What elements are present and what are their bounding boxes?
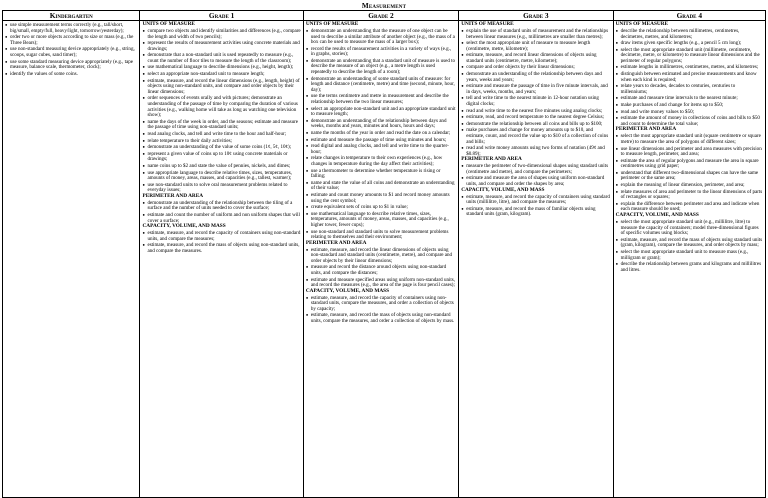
bullet-icon: ● <box>615 145 619 151</box>
outcome-text: demonstrate an understanding that the measure of one object can be used to describe a similar attribute of another object (e.g., the mass of a box can be used to measure the mass of a larger box); <box>310 27 455 46</box>
bullet-icon: ● <box>461 175 464 181</box>
bullet-icon: ● <box>305 130 309 135</box>
bullet-icon: ● <box>305 167 309 173</box>
bullet-icon: ● <box>615 261 619 267</box>
bullet-icon: ● <box>615 46 619 52</box>
outcome-item <box>306 106 456 118</box>
outcome-text: explain the difference between perimeter and area and indicate when each measure should be used; <box>620 200 760 213</box>
outcome-text: estimate and measure specified areas using uniform non-standard units, and record the measures (e.g., the area of the page is four pencil cases); <box>310 276 456 289</box>
outcome-text: estimate, measure, and record the mass of objects using non-standard units, compare the measures, and order a collection of objects by mass. <box>310 312 455 325</box>
outcome-text: select an appropriate non-standard unit to measure length; <box>147 71 265 78</box>
bullet-icon: ● <box>615 115 619 121</box>
outcome-item <box>306 137 456 144</box>
grade-columns <box>2 10 766 498</box>
bullet-icon: ● <box>615 64 619 70</box>
bullet-icon: ● <box>305 27 309 33</box>
outcome-text: demonstrate an understanding of some standard units of measure: for length and distance (centimetre, metre) and time (second, minute, hour, day); <box>310 75 455 93</box>
outcome-text: relate temperature to their daily activities; <box>147 137 232 144</box>
outcome-text: use appropriate language to describe relative times, sizes, temperatures, amounts of money, areas, masses, and capacities (e.g., tallest, warmer); <box>147 169 292 182</box>
outcome-text: use some standard measuring device appropriately (e.g., tape measure, balance scale, thermometer, clock); <box>10 58 134 71</box>
outcome-text: estimate lengths in millimetres, centimetres, metres, and kilometres; <box>620 64 759 71</box>
outcome-text: use non-standard measuring device appropriately (e.g., string, scoops, sugar cubes, sand timer); <box>10 46 135 58</box>
bullet-icon: ● <box>305 276 309 282</box>
bullet-icon: ● <box>615 169 619 175</box>
outcome-text: name the months of the year in order and read the date on a calendar; <box>310 130 451 136</box>
outcome-item <box>142 144 300 151</box>
outcome-text: make purchases and change for money amounts up to $10, and estimate, count, and record the value up to $10 of a collection of coins and bills; <box>466 127 609 145</box>
outcome-text: estimate and measure the passage of time in five minute intervals, and in days, weeks, months, and years; <box>466 83 608 95</box>
bullet-icon: ● <box>615 40 619 46</box>
outcome-item <box>306 229 456 241</box>
outcome-item <box>461 114 610 121</box>
outcome-item <box>616 237 763 249</box>
bullet-icon: ● <box>305 136 309 142</box>
outcome-item <box>306 155 456 167</box>
outcome-text: create equivalent sets of coins up to $1 in value; <box>310 204 408 211</box>
section-title: CAPACITY, VOLUME, AND MASS <box>461 186 545 193</box>
bullet-icon: ● <box>615 182 619 188</box>
bullet-icon: ● <box>461 127 464 133</box>
bullet-icon: ● <box>615 218 619 224</box>
outcome-item <box>5 34 137 46</box>
outcome-item <box>616 71 763 83</box>
bullet-icon: ● <box>615 102 619 108</box>
bullet-icon: ● <box>305 45 309 51</box>
bullet-icon: ● <box>142 131 145 136</box>
bullet-icon: ● <box>305 93 309 99</box>
section-title: CAPACITY, VOLUME, AND MASS <box>142 223 226 230</box>
outcome-text: use mathematical language to describe dimensions (e.g., height, length); <box>147 64 294 71</box>
column-kindergarten <box>3 11 140 497</box>
bullet-icon: ● <box>142 181 145 187</box>
outcome-text: demonstrate an understanding of the relationship between days and weeks, months and years, minutes and hours, hours and days; <box>310 117 447 130</box>
bullet-icon: ● <box>5 58 8 64</box>
outcome-item <box>5 59 137 71</box>
bullet-icon: ● <box>615 200 619 206</box>
outcome-text: demonstrate that a non-standard unit is used repeatedly to measure (e.g., count the number of floor tiles to measure the length of the classroom); <box>147 52 294 64</box>
outcome-item <box>306 28 456 46</box>
column-heading: Grade 4 <box>614 11 765 21</box>
section-title: UNITS OF MEASURE <box>615 21 669 27</box>
outcome-item <box>616 28 763 40</box>
outcome-text: draw items given specific lengths (e.g., a pencil 5 cm long); <box>620 40 742 47</box>
outcome-item <box>461 175 610 187</box>
bullet-icon: ● <box>142 150 145 156</box>
outcome-item <box>5 71 137 78</box>
outcome-text: represent the results of measurement activities using concrete materials and drawings; <box>147 40 300 52</box>
outcome-item <box>616 83 763 95</box>
outcome-text: read and write money amounts using two forms of notation (49¢ and $0.89); <box>466 145 605 157</box>
section-title: UNITS OF MEASURE <box>142 21 195 27</box>
outcome-item <box>616 189 763 201</box>
bullet-icon: ● <box>305 228 309 234</box>
outcome-item <box>306 204 456 211</box>
outcome-text: select the most appropriate standard unit to measure mass (e.g., milligram or gram); <box>620 248 749 261</box>
outcome-item <box>616 40 763 47</box>
bullet-icon: ● <box>305 155 309 161</box>
outcome-text: select an appropriate non-standard unit and an appropriate standard unit to measure length; <box>310 105 456 118</box>
outcome-item <box>306 277 456 289</box>
outcome-item <box>616 146 763 158</box>
bullet-icon: ● <box>142 27 145 33</box>
outcome-text: make purchases of and change for items up to $50; <box>620 102 724 109</box>
outcome-item <box>461 163 610 175</box>
bullet-icon: ● <box>305 294 309 300</box>
outcome-item <box>616 170 763 182</box>
outcome-text: record the results of measurement activities in a variety of ways (e.g., in graphs, stories); <box>310 45 452 58</box>
bullet-icon: ● <box>615 83 619 89</box>
outcome-text: identify the values of some coins. <box>10 70 78 77</box>
bullet-icon: ● <box>5 22 8 27</box>
outcome-text: read and write money values to $50; <box>620 108 695 115</box>
bullet-icon: ● <box>142 212 145 218</box>
outcome-item <box>142 151 300 163</box>
section-title: PERIMETER AND AREA <box>461 156 522 163</box>
bullet-icon: ● <box>142 137 145 143</box>
outcome-item <box>306 192 456 204</box>
outcome-item <box>306 58 456 76</box>
outcome-text: read analog clocks, and tell and write time to the hour and half-hour; <box>147 131 287 137</box>
outcome-text: estimate, measure, and record linear dimensions of objects using standard units (centimetre, metre, kilometre); <box>466 52 597 64</box>
outcome-item <box>616 158 763 170</box>
outcome-text: use simple measurement terms correctly (e.g., tall/short, big/small, empty/full, heavy/light, tomorrow/yesterday); <box>10 22 124 34</box>
outcome-text: explain the meaning of linear dimension, perimeter, and area; <box>620 182 745 189</box>
bullet-icon: ● <box>142 40 145 46</box>
bullet-icon: ● <box>615 133 619 139</box>
outcome-item <box>142 64 300 71</box>
outcome-item <box>616 64 763 71</box>
outcome-item <box>616 133 763 145</box>
bullet-icon: ● <box>142 199 145 205</box>
outcome-item <box>616 219 763 237</box>
bullet-icon: ● <box>305 312 309 318</box>
bullet-icon: ● <box>461 205 464 211</box>
column-body <box>3 21 139 77</box>
bullet-icon: ● <box>305 117 309 123</box>
outcome-text: order sequences of events orally and with pictures; demonstrate an understanding of the passage of time by comparing the duration of various activities (e.g., walking home will take as long as watching one television show); <box>147 95 298 119</box>
outcome-item <box>461 127 610 145</box>
outcome-item <box>616 261 763 273</box>
outcome-text: use non-standard and standard units to solve measurement problems relating to themselves and their environment; <box>310 228 449 241</box>
curriculum-sheet <box>2 2 766 498</box>
outcome-text: read and write time to the nearest five minutes using analog clocks; <box>466 107 603 114</box>
column-grade-3 <box>459 11 613 497</box>
section-title: PERIMETER AND AREA <box>615 126 677 133</box>
outcome-item <box>306 46 456 58</box>
outcome-text: represent a given value of coins up to 10¢ using concrete materials or drawings; <box>147 150 288 163</box>
section-title: UNITS OF MEASURE <box>305 21 359 27</box>
bullet-icon: ● <box>142 242 145 248</box>
bullet-icon: ● <box>305 246 309 252</box>
outcome-item <box>142 95 300 118</box>
bullet-icon: ● <box>142 64 145 70</box>
outcome-item <box>142 200 300 212</box>
bullet-icon: ● <box>305 264 309 270</box>
bullet-icon: ● <box>305 75 309 81</box>
bullet-icon: ● <box>461 163 464 169</box>
outcome-text: estimate the area of regular polygons and measure the area in square centimetres using grid paper; <box>620 157 759 170</box>
column-heading: Grade 2 <box>304 11 458 21</box>
bullet-icon: ● <box>142 77 145 83</box>
outcome-text: demonstrate an understanding that a standard unit of measure is used to describe the measure of an object (e.g., a metre length is used repeatedly to describe the length of a room); <box>310 57 456 76</box>
bullet-icon: ● <box>615 157 619 163</box>
outcome-item <box>5 46 137 58</box>
bullet-icon: ● <box>142 118 145 124</box>
bullet-icon: ● <box>5 34 8 40</box>
outcome-item <box>461 95 610 107</box>
document-title: Measurement <box>361 2 407 10</box>
bullet-icon: ● <box>5 70 8 76</box>
outcome-text: demonstrate the relationship between all coins and bills up to $100; <box>466 120 603 127</box>
bullet-icon: ● <box>615 236 619 242</box>
outcome-text: measure the perimeter of two-dimensional shapes using standard units (centimetre and metre), and compare the perimeters; <box>466 163 609 175</box>
outcome-item <box>306 93 456 105</box>
bullet-icon: ● <box>461 120 464 126</box>
outcome-text: estimate and count the number of uniform and non uniform shapes that will cover a surface; <box>147 212 300 224</box>
bullet-icon: ● <box>142 144 145 150</box>
outcome-text: relate changes in temperature to their own experiences (e.g., how changes in temperature during the day affect their activities); <box>310 155 443 167</box>
outcome-text: use linear dimensions and perimeter and area measures with precision to measure length, perimeter, and area; <box>620 145 762 158</box>
bullet-icon: ● <box>305 210 309 216</box>
bullet-icon: ● <box>615 27 619 33</box>
bullet-icon: ● <box>461 83 464 89</box>
outcome-item <box>306 264 456 276</box>
outcome-text: demonstrate an understanding of the value of some coins (1¢, 5¢, 10¢); <box>147 144 292 151</box>
outcome-text: relate years to decades, decades to centuries, centuries to millenniums; <box>620 83 736 95</box>
outcome-text: estimate, measure, and record the mass of objects using standard units (gram, kilogram), compare the measures, and order objects by mass; <box>620 236 763 249</box>
outcome-item <box>142 170 300 182</box>
outcome-item <box>461 194 610 206</box>
bullet-icon: ● <box>461 27 464 33</box>
outcome-item <box>142 28 300 40</box>
outcome-text: select the most appropriate standard unit (e.g., millilitre, litre) to measure the capacity of containers; model three-dimensional figures of specific volumes using blocks; <box>620 218 759 237</box>
outcome-text: use a thermometer to determine whether temperature is rising or falling; <box>310 167 441 180</box>
bullet-icon: ● <box>142 52 145 58</box>
outcome-text: estimate, measure, and record the linear dimensions (e.g., length, height) of objects using non-standard units, and compare and order objects by their linear dimensions; <box>147 77 300 95</box>
bullet-icon: ● <box>305 57 309 63</box>
bullet-icon: ● <box>615 71 619 77</box>
outcome-text: explain the use of standard units of measurement and the relationships between linear measures (e.g., millimetres are smaller than metres); <box>466 27 609 40</box>
outcome-text: describe the relationship between millimetres, centimetres, decimetres, metres, and kilometres; <box>620 27 740 40</box>
column-heading: Grade 3 <box>459 11 612 21</box>
outcome-text: relate measures of area and perimeter to the linear dimensions of parts of rectangles or squares; <box>620 188 763 201</box>
column-body <box>614 21 765 273</box>
outcome-text: estimate, measure, and record the capacity of containers using non-standard units, and compare the measures; <box>147 230 301 242</box>
outcome-item <box>142 131 300 138</box>
column-heading: Grade 1 <box>140 11 302 21</box>
bullet-icon: ● <box>615 108 619 114</box>
outcome-text: read digital and analog clocks, and tell and write time to the quarter-hour; <box>310 143 449 155</box>
outcome-text: estimate, read, and record temperature to the nearest degree Celsius; <box>466 114 604 121</box>
column-body <box>140 21 302 255</box>
outcome-text: select the most appropriate standard unit (square centimetre or square metre) to measure the area of polygons of different sizes; <box>620 133 761 145</box>
bullet-icon: ● <box>461 64 464 70</box>
bullet-icon: ● <box>142 95 145 101</box>
outcome-item <box>306 211 456 229</box>
bullet-icon: ● <box>305 204 309 210</box>
bullet-icon: ● <box>305 143 309 149</box>
bullet-icon: ● <box>5 46 8 52</box>
outcome-text: order two or more objects according to size or mass (e.g., the Three Bears); <box>10 34 134 46</box>
outcome-item <box>5 22 137 34</box>
bullet-icon: ● <box>305 191 309 197</box>
outcome-text: estimate, measure, and record the capacity of containers using standard units (millilitre, litre), and compare the measures; <box>466 193 610 206</box>
outcome-text: estimate and count money amounts to $1 and record money amounts using the cent symbol; <box>310 191 450 204</box>
outcome-text: use non-standard units to solve oral measurement problems related to everyday issues; <box>147 181 288 194</box>
bullet-icon: ● <box>461 40 464 46</box>
column-body <box>304 21 458 325</box>
outcome-item <box>461 28 610 40</box>
outcome-text: estimate and measure the passage of time using minutes and hours; <box>310 136 447 143</box>
bullet-icon: ● <box>615 248 619 254</box>
outcome-item <box>142 52 300 64</box>
outcome-item <box>306 247 456 265</box>
outcome-item <box>306 295 456 313</box>
outcome-item <box>142 163 300 170</box>
outcome-text: name and state the value of all coins and demonstrate an understanding of their value; <box>310 179 455 192</box>
column-grade-1 <box>140 11 303 497</box>
outcome-text: compare two objects and identify similarities and differences (e.g., compare the length and width of two pencils); <box>147 27 301 40</box>
outcome-text: measure and record the distance around objects using non-standard units, and compare the distances; <box>310 264 447 276</box>
outcome-item <box>461 206 610 218</box>
outcome-text: compare and order objects by their linear dimensions; <box>466 64 575 71</box>
outcome-text: demonstrate an understanding of the relationship between days and years, weeks and years; <box>466 71 602 83</box>
bullet-icon: ● <box>305 105 309 111</box>
column-grade-2 <box>304 11 459 497</box>
bullet-icon: ● <box>142 230 145 236</box>
outcome-item <box>142 71 300 78</box>
outcome-text: understand that different two-dimensional shapes can have the same perimeter or the same area; <box>620 169 759 182</box>
section-title: CAPACITY, VOLUME, AND MASS <box>615 212 699 219</box>
outcome-item <box>461 52 610 64</box>
section-title: PERIMETER AND AREA <box>142 192 204 199</box>
outcome-item <box>306 76 456 94</box>
outcome-text: estimate, measure, and record the mass of familiar objects using standard units (gram, kilogram). <box>466 205 596 218</box>
outcome-item <box>306 312 456 324</box>
outcome-item <box>461 83 610 95</box>
outcome-item <box>142 78 300 96</box>
outcome-item <box>616 249 763 261</box>
column-body <box>459 21 612 218</box>
outcome-text: use the terms centimetre and metre in measurement and describe the relationship between the two linear measures; <box>310 93 449 106</box>
outcome-text: name coins up to $2 and state the value of pennies, nickels, and dimes; <box>147 162 291 169</box>
bullet-icon: ● <box>615 188 619 194</box>
outcome-item <box>142 242 300 254</box>
outcome-text: select the most appropriate standard unit (millimetre, centimetre, decimetre, metre, or kilometre) to measure linear dimensions and the perimeter of regular polygons; <box>620 46 760 64</box>
outcome-item <box>461 108 610 115</box>
outcome-item <box>461 40 610 52</box>
outcome-item <box>306 180 456 192</box>
column-grade-4 <box>614 11 766 497</box>
outcome-item <box>616 47 763 65</box>
bullet-icon: ● <box>461 193 464 199</box>
outcome-text: estimate, measure, and record the linear dimensions of objects using non-standard and standard units (centimetre, metre), and compare and order objects by their linear dimensions; <box>310 246 453 264</box>
outcome-item <box>306 168 456 180</box>
outcome-item <box>306 143 456 155</box>
outcome-item <box>306 118 456 130</box>
outcome-text: estimate, measure, and record the capacity of containers using non-standard units, compare the measures, and order a collection of objects by capacity; <box>310 294 454 312</box>
bullet-icon: ● <box>615 95 619 101</box>
outcome-text: select the most appropriate unit of measure to measure length (centimetre, metre, kilometre); <box>466 40 591 52</box>
outcome-text: use mathematical language to describe relative times, sizes, temperatures, amounts of money, areas, masses, and capacities (e.g., higher tower, fewer cups); <box>310 210 449 228</box>
outcome-text: estimate and measure the area of shapes using uniform non-standard units, and compare and order the shapes by area; <box>466 175 605 188</box>
outcome-item <box>306 130 456 137</box>
section-title: CAPACITY, VOLUME, AND MASS <box>305 287 390 294</box>
bullet-icon: ● <box>142 71 145 77</box>
section-title: PERIMETER AND AREA <box>305 239 367 246</box>
bullet-icon: ● <box>461 145 464 151</box>
bullet-icon: ● <box>305 179 309 185</box>
outcome-item <box>616 182 763 189</box>
outcome-text: demonstrate an understanding of the relationship between the tiling of a surface and the number of units needed to cover the surface; <box>147 199 293 212</box>
outcome-text: describe the relationship between grams and kilograms and millilitres and litres. <box>620 261 762 273</box>
outcome-text: estimate, measure, and record the mass of objects using non-standard units, and compare the measures. <box>147 242 300 254</box>
section-title: UNITS OF MEASURE <box>461 21 514 27</box>
bullet-icon: ● <box>142 162 145 168</box>
outcome-text: tell and write time to the nearest minute in 12-hour notation using digital clocks; <box>466 95 599 108</box>
bullet-icon: ● <box>142 169 145 175</box>
outcome-text: distinguish between estimated and precise measurements and know when each kind is required; <box>620 71 757 83</box>
bullet-icon: ● <box>461 52 464 58</box>
outcome-item <box>142 40 300 52</box>
outcome-text: estimate the amount of money in collections of coins and bills to $50 and count to determine the total value; <box>620 115 760 127</box>
outcome-item <box>142 119 300 131</box>
bullet-icon: ● <box>461 114 464 120</box>
outcome-item <box>461 71 610 83</box>
outcome-text: estimate and measure time intervals to the nearest minute; <box>620 95 738 102</box>
bullet-icon: ● <box>461 107 464 113</box>
outcome-item <box>616 102 763 109</box>
bullet-icon: ● <box>461 71 464 77</box>
outcome-item <box>142 230 300 242</box>
column-heading: Kindergarten <box>3 11 139 21</box>
outcome-text: name the days of the week in order, and the seasons; estimate and measure the passage of time using non-standard units; <box>147 118 299 131</box>
bullet-icon: ● <box>461 95 464 101</box>
